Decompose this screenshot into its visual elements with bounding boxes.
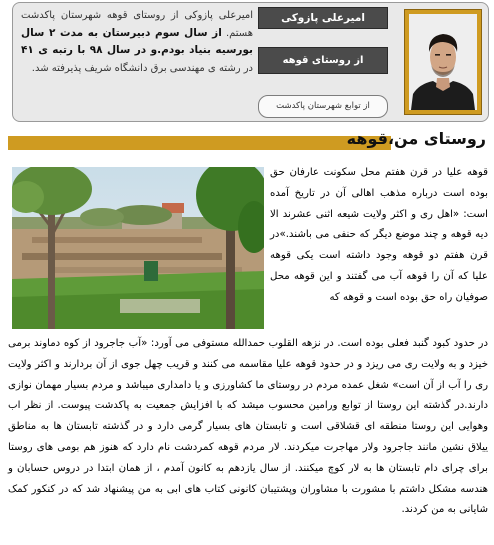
village-photo [12,167,264,329]
county-label: از توابع شهرستان پاکدشت [258,95,388,118]
bio-segment: امیرعلی پازوکی از روستای قوهه شهرستان پاکدشت هستم. [21,10,253,39]
bio-highlight: از سال سوم دبیرستان به مدت ۲ سال بورسیه بنیاد بودم.و در سال ۹۸ با رتبه ی ۴۱ [21,26,253,56]
portrait-photo [409,14,477,110]
article-text-full [8,334,488,521]
article-text-column [270,163,488,309]
bio-segment: در رشته ی مهندسی برق دانشگاه شریف پذیرفته شد. [31,62,253,74]
profile-card [12,2,489,122]
article-title: روستای من،قوهه [346,129,486,148]
article-paragraph: قوهه علیا در قرن هفتم محل سکونت عارفان حق بوده است درباره مذهب اهالی آن در تاریخ آمده است: «اهل ری و اکثر ولایت شیعه اثنی عشرند الا دیه قوهه و چند موضع دیگر که حنفی می باشند.»در قرن هفتم دو قوهه وجود داشته است یکی قوهه علیا که آن را قوهه آب می گفتند و این قوهه محل صوفیان راه حق بوده است و قوهه که [270,167,488,303]
village-label: از روستای قوهه [258,47,388,74]
portrait-frame [404,9,482,115]
article-paragraph: در حدود کبود گنبد فعلی بوده است. در نزهه القلوب حمدالله مستوفی می آورد: «آب جاجرود از کوه دماوند برمی خیزد و به ولایت ری می ریزد و در حدود قوهه علیا مقاسمه می کنند و قریب چهل جوی از آن بردارند و اکثر ولایت ری را آب از آن است» شغل عمده مردم در روستای ما کشاورزی و یا دامداری میباشد و مردم بسیار مهمان نوازی دارند.در گذشته این روستا از توابع ورامین محسوب میشد که با افزایش جمعیت به پاکدشت پیوست. از نظر اب وهوایی این روستا منطقه ای قشلاقی است و تابستان های بسیار گرمی دارد و در گذشته تابستان ها به مناطق ییلاق نشین مانند جاجرود ولار مهاجرت میکردند. لار مردم قوهه کمردشت نام دارد که هنوز هم بومی های روستا برای چرای دام تابستان ها به لار کوچ میکنند. از سال یازدهم به کانون آمدم ، از همان ابتدا در دروس حسابان و هندسه مشکل داشتم با مشورت با مشاوران وپشتیبان کانونی کتاب های ابی به من پیشنهاد شد که در کنکور کمک شایانی به من کردند. [8,338,488,516]
title-accent-bar [8,136,391,150]
bio-text [21,7,253,77]
name-label: امیرعلی پازوکی [258,7,388,29]
